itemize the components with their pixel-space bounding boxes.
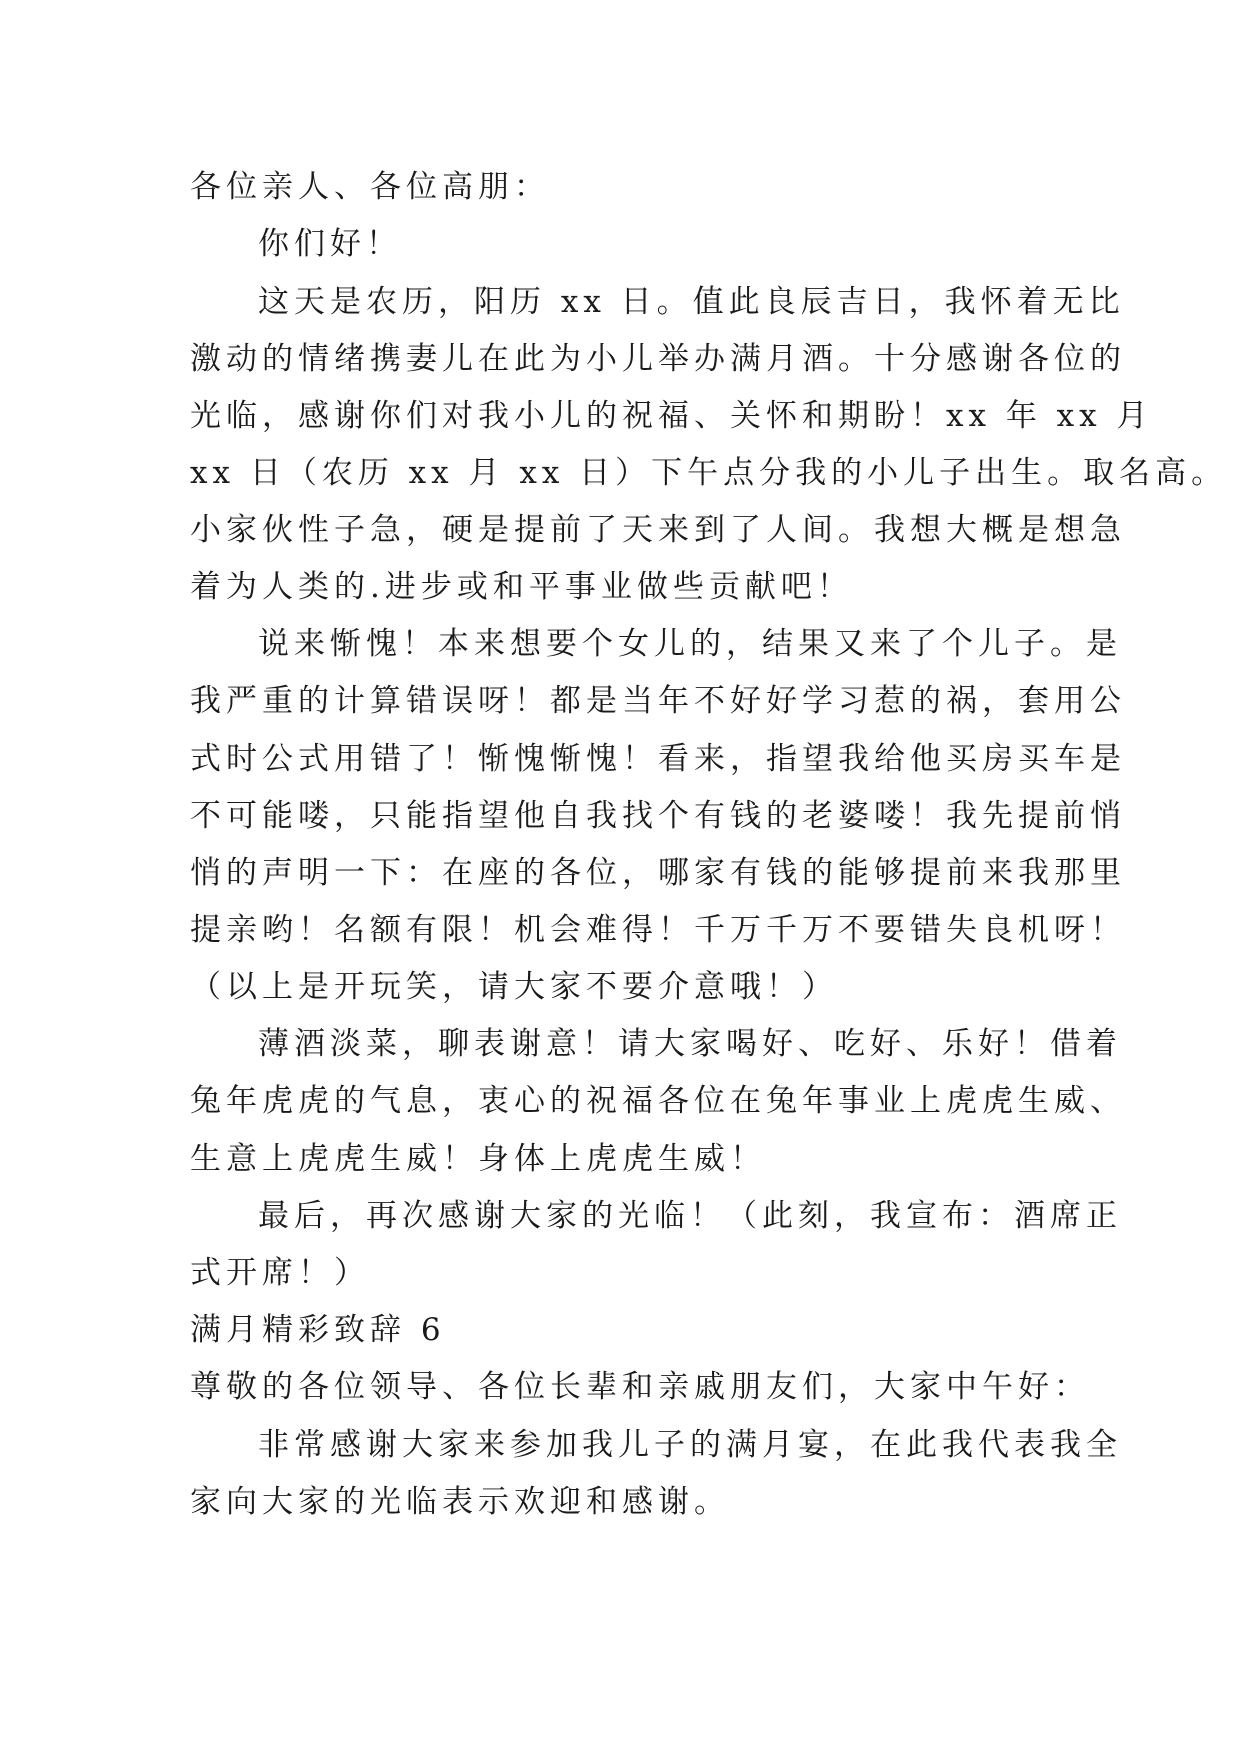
- paragraph-line: 激动的情绪携妻儿在此为小儿举办满月酒。十分感谢各位的: [190, 341, 1126, 377]
- section-heading: 满月精彩致辞 6: [190, 1312, 446, 1348]
- paragraph-line: 最后，再次感谢大家的光临！（此刻，我宣布：酒席正: [258, 1198, 1122, 1234]
- paragraph-line: （以上是开玩笑，请大家不要介意哦！）: [190, 969, 838, 1005]
- salutation-line: 各位亲人、各位高朋：: [190, 169, 550, 205]
- paragraph-line: 着为人类的.进步或和平事业做些贡献吧！: [190, 569, 853, 605]
- paragraph-line: 不可能喽，只能指望他自我找个有钱的老婆喽！我先提前悄: [190, 798, 1126, 834]
- paragraph-line: 我严重的计算错误呀！都是当年不好好学习惹的祸，套用公: [190, 683, 1126, 719]
- paragraph-line: 兔年虎虎的气息，衷心的祝福各位在兔年事业上虎虎生威、: [190, 1083, 1126, 1119]
- paragraph-line: 光临，感谢你们对我小儿的祝福、关怀和期盼！xx 年 xx 月: [190, 398, 1153, 434]
- paragraph-line: 悄的声明一下：在座的各位，哪家有钱的能够提前来我那里: [190, 855, 1126, 891]
- paragraph-line: 说来惭愧！本来想要个女儿的，结果又来了个儿子。是: [258, 626, 1122, 662]
- paragraph-line: 非常感谢大家来参加我儿子的满月宴，在此我代表我全: [258, 1427, 1122, 1463]
- paragraph-line: 式开席！）: [190, 1255, 370, 1291]
- paragraph-line: 家向大家的光临表示欢迎和感谢。: [190, 1484, 730, 1520]
- salutation-line: 尊敬的各位领导、各位长辈和亲戚朋友们，大家中午好：: [190, 1369, 1090, 1405]
- paragraph-line: 这天是农历，阳历 xx 日。值此良辰吉日，我怀着无比: [258, 284, 1125, 320]
- paragraph-line: 提亲哟！名额有限！机会难得！千万千万不要错失良机呀！: [190, 912, 1126, 948]
- paragraph-line: xx 日（农历 xx 月 xx 日）下午点分我的小儿子出生。取名高。: [190, 455, 1228, 491]
- paragraph-line: 小家伙性子急，硬是提前了天来到了人间。我想大概是想急: [190, 512, 1126, 548]
- paragraph-line: 薄酒淡菜，聊表谢意！请大家喝好、吃好、乐好！借着: [258, 1026, 1122, 1062]
- greeting-line: 你们好！: [258, 226, 402, 262]
- paragraph-line: 式时公式用错了！惭愧惭愧！看来，指望我给他买房买车是: [190, 741, 1126, 777]
- paragraph-line: 生意上虎虎生威！身体上虎虎生威！: [190, 1141, 766, 1177]
